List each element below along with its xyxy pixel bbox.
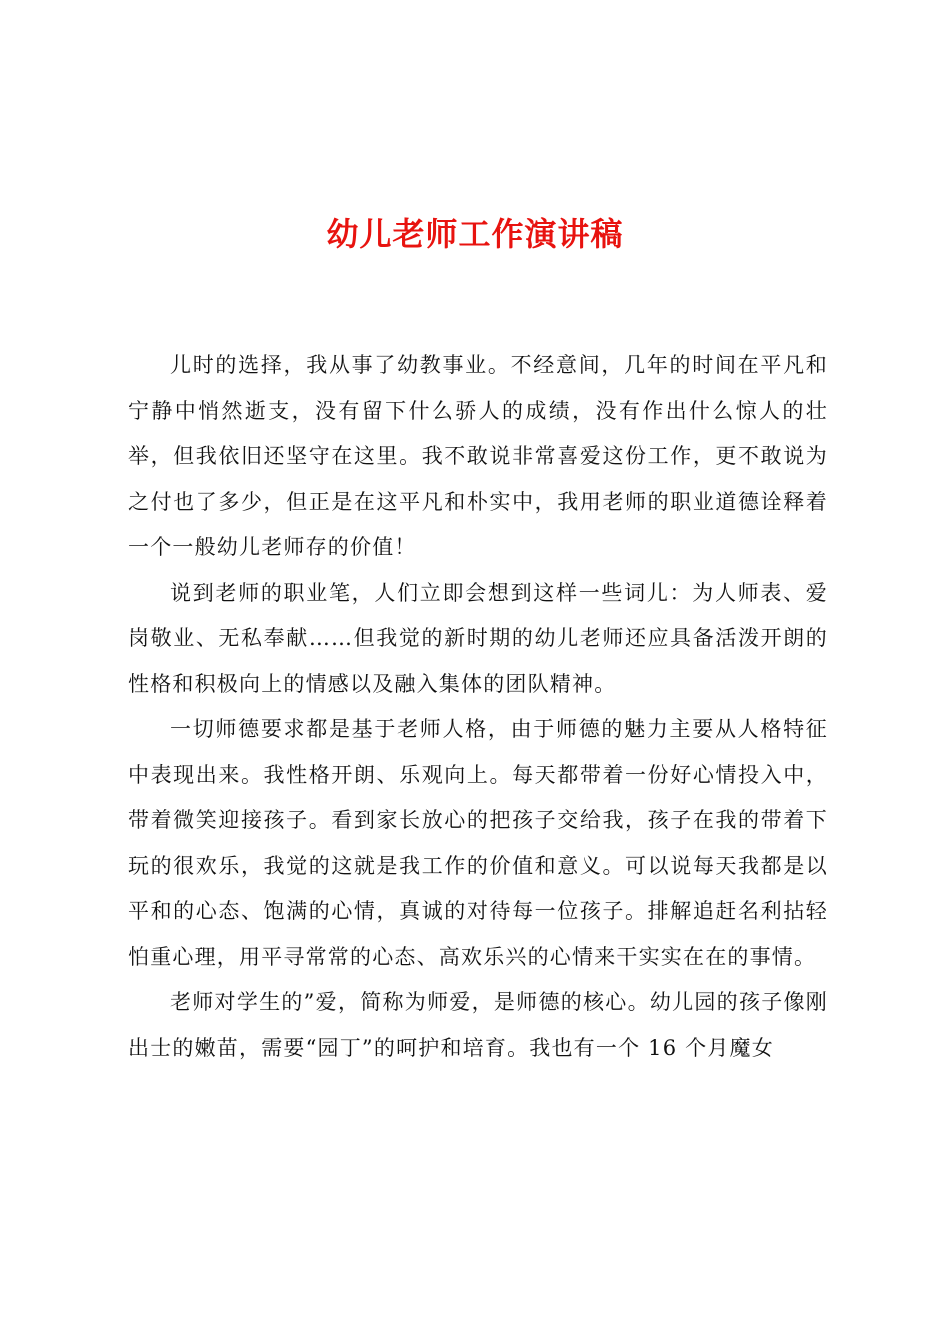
paragraph-1: 儿时的选择，我从事了幼教事业。不经意间，几年的时间在平凡和宁静中悄然逝支，没有留下什么骄人的成绩，没有作出什么惊人的壮举，但我依旧还坚守在这里。我不敢说非常喜爱这份工作，更不敢说为之付也了多少，但正是在这平凡和朴实中，我用老师的职业道德诠释着一个一般幼儿老师存的价值！ [128, 353, 828, 559]
paragraph-3: 一切师德要求都是基于老师人格，由于师德的魅力主要从人格特征中表现出来。我性格开朗、乐观向上。每天都带着一份好心情投入中，带着微笑迎接孩子。看到家长放心的把孩子交给我，孩子在我的带着下玩的很欢乐，我觉的这就是我工作的价值和意义。可以说每天我都是以平和的心态、饱满的心情，真诚的对待每一位孩子。排解追赶名利拈轻怕重心理，用平寻常常的心态、高欢乐兴的心情来干实实在在的事情。 [128, 717, 828, 969]
document-body [128, 343, 828, 1071]
paragraph-4: 老师对学生的”爱，简称为师爱，是师德的核心。幼儿园的孩子像刚出士的嫩苗，需要“园丁”的呵护和培育。我也有一个 16 个月魔女 [128, 990, 828, 1060]
document-title: 幼儿老师工作演讲稿 [326, 215, 624, 253]
paragraph-2: 说到老师的职业笔，人们立即会想到这样一些词儿：为人师表、爱岗敬业、无私奉献……但我觉的新时期的幼儿老师还应具备活泼开朗的性格和积极向上的情感以及融入集体的团队精神。 [128, 580, 828, 696]
